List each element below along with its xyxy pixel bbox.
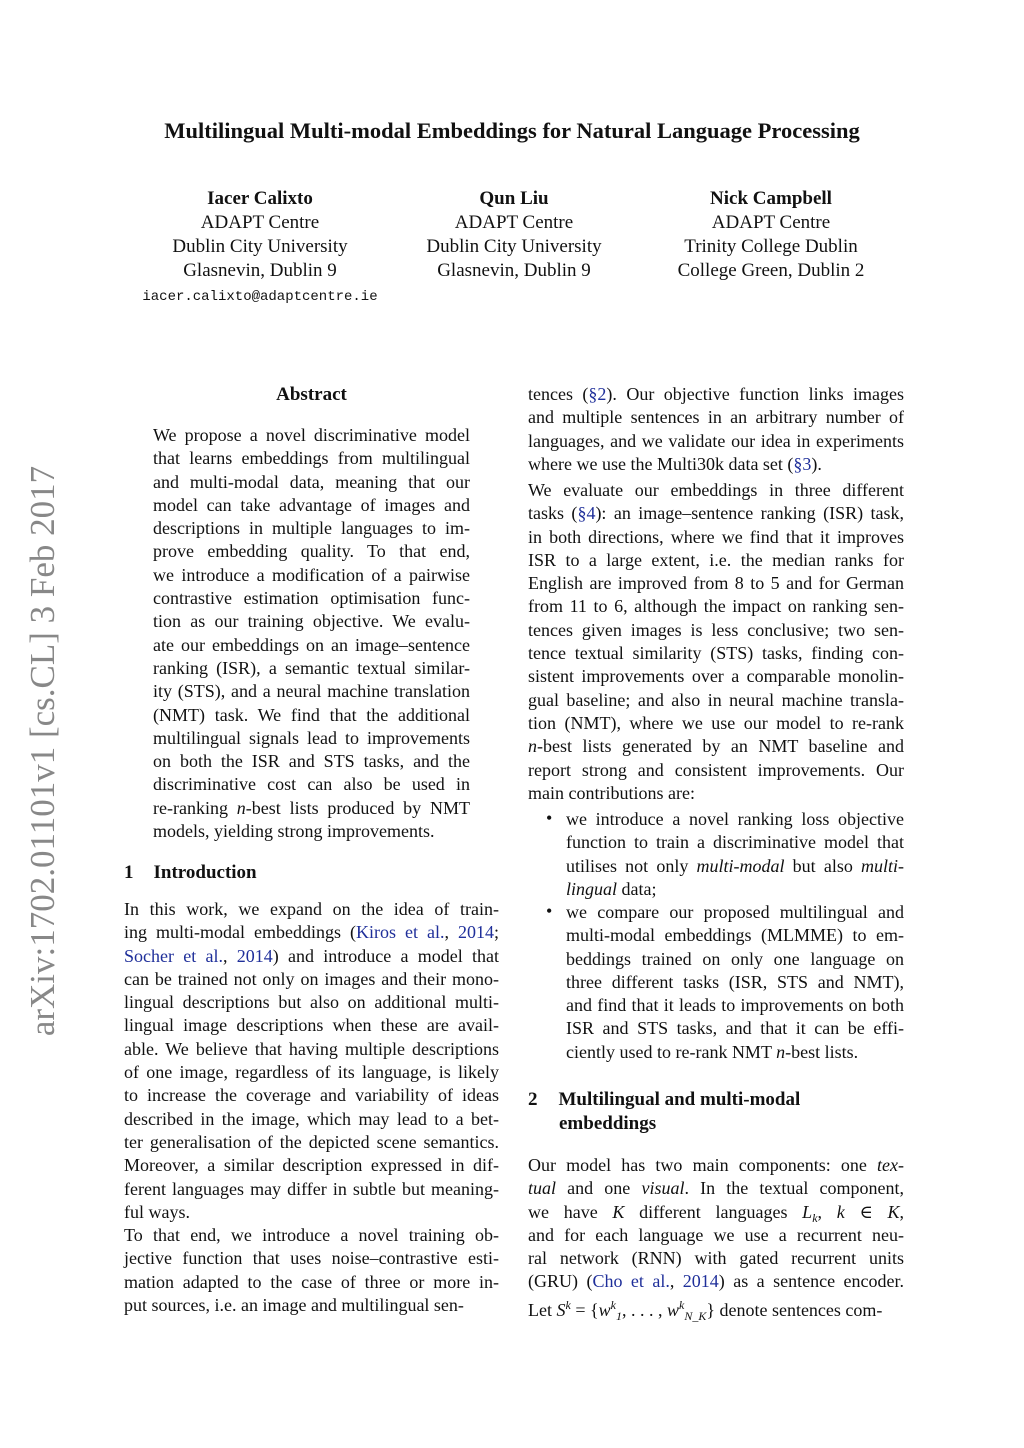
emphasis-text: n (528, 736, 537, 757)
text-line: to increase the coverage and variability of ideas (124, 1085, 499, 1106)
author-affiliation: Glasnevin, Dublin 9 (437, 260, 591, 281)
author-affiliation: ADAPT Centre (711, 212, 831, 233)
text-line: beddings trained on only one language on (566, 948, 904, 969)
text-segment: ; (494, 922, 500, 943)
text-segment: } denote sentences com- (706, 1299, 883, 1320)
text-line: ful ways. (124, 1201, 190, 1222)
text-line: tion (NMT), where we use our model to re-rank (528, 712, 904, 733)
text-line: tences given images is less conclusive; two sen- (528, 619, 904, 640)
author-name: Qun Liu (479, 188, 549, 209)
emphasis-text: S (556, 1299, 566, 1320)
citation-link[interactable]: Socher et al. (124, 945, 223, 966)
text-line: of one image, regardless of its language, is likely (124, 1062, 499, 1083)
text-segment: -best lists. (785, 1041, 859, 1062)
text-segment: (GRU) ( (528, 1271, 593, 1292)
text-line: function to train a discriminative model that (566, 832, 904, 853)
author-2 (364, 187, 664, 283)
author-affiliation: Trinity College Dublin (684, 236, 858, 257)
section-2-heading (528, 1088, 800, 1136)
text-segment: . In the textual component, (684, 1178, 904, 1199)
text-line: put sources, i.e. an image and multilingual sen- (124, 1294, 464, 1315)
text-line: able. We believe that having multiple descriptions (124, 1038, 499, 1059)
text-line: jective function that uses noise–contrastive esti- (124, 1248, 499, 1269)
intro-paragraph-1 (124, 898, 499, 1224)
text-segment: , (669, 1271, 683, 1292)
text-segment: tasks ( (528, 503, 578, 524)
section-title: Multilingual and multi-modal (558, 1089, 801, 1110)
text-segment: utilises not only (566, 855, 697, 876)
text-line (528, 502, 904, 525)
emphasis-text: w (598, 1299, 611, 1320)
text-line: model can take advantage of images and (153, 494, 470, 515)
text-line: English are improved from 8 to 5 and for German (528, 573, 904, 594)
emphasis-text: tex- (877, 1155, 904, 1175)
text-line (153, 797, 470, 820)
author-affiliation: College Green, Dublin 2 (677, 260, 865, 281)
text-line: tence textual similarity (STS) tasks, finding con- (528, 643, 904, 664)
text-line: sistent improvements over a comparable monolin- (528, 666, 904, 687)
text-segment: , (817, 1201, 837, 1222)
text-line: ral network (RNN) with gated recurrent units (528, 1248, 904, 1269)
text-segment: -best lists generated by an NMT baseline and (537, 736, 904, 757)
text-line: ferent languages may differ in subtle but meaning- (124, 1178, 499, 1199)
text-segment: where we use the Multi30k data set ( (528, 453, 794, 474)
text-line: main contributions are: (528, 782, 695, 803)
bullet-icon: • (546, 808, 553, 828)
text-line: tion as our training objective. We evalu- (153, 611, 470, 632)
text-line: lingual descriptions but also on additional multi- (124, 992, 499, 1013)
emphasis-text: L (802, 1201, 813, 1222)
section-title: Introduction (153, 862, 257, 883)
text-segment: ciently used to re-rank NMT (566, 1041, 777, 1062)
bullet-icon: • (546, 901, 553, 921)
citation-link[interactable]: 2014 (458, 922, 494, 943)
author-affiliation: Dublin City University (426, 236, 602, 257)
emphasis-text: visual (641, 1178, 685, 1199)
emphasis-text: w (666, 1299, 679, 1320)
text-segment: ). Our objective function links images (606, 384, 905, 404)
text-segment: ∈ (844, 1201, 888, 1222)
math-subscript: N_K (684, 1308, 707, 1323)
text-line: prove embedding quality. To that end, (153, 541, 470, 562)
contribution-1 (566, 808, 904, 901)
text-line (528, 453, 904, 476)
text-line: ter generalisation of the depicted scene semantics. (124, 1131, 499, 1152)
section-number: 1 (124, 862, 134, 883)
text-line (566, 1041, 904, 1064)
text-line (528, 1270, 904, 1293)
citation-link[interactable]: §4 (577, 503, 596, 524)
text-line: three different tasks (ISR, STS and NMT), (566, 971, 904, 992)
text-segment: , . . . , (621, 1299, 667, 1320)
text-line (528, 383, 904, 406)
text-segment: tences ( (528, 384, 589, 404)
text-line: multilingual signals lead to improvements (153, 727, 470, 748)
section-number: 2 (528, 1089, 538, 1110)
text-segment: re-ranking (153, 797, 237, 818)
text-line (528, 735, 904, 758)
emphasis-text: tual (528, 1178, 557, 1199)
right-paragraph-1 (528, 383, 904, 476)
text-line: described in the image, which may lead to a bet- (124, 1108, 499, 1129)
author-affiliation: ADAPT Centre (200, 212, 320, 233)
text-segment: ) as a sentence encoder. (718, 1271, 904, 1292)
text-line: ISR to a large extent, i.e. the median ranks for (528, 549, 904, 570)
text-line: mation adapted to the case of three or more in- (124, 1271, 499, 1292)
text-segment: Let (528, 1299, 557, 1320)
author-name: Nick Campbell (710, 188, 832, 209)
text-line: We evaluate our embeddings in three different (528, 480, 904, 500)
text-line: To that end, we introduce a novel training ob- (124, 1225, 499, 1245)
text-segment: ing multi-modal embeddings ( (124, 922, 356, 943)
author-affiliation: ADAPT Centre (454, 212, 574, 233)
text-line: and multi-modal data, meaning that our (153, 471, 470, 492)
text-line: we compare our proposed multilingual and (566, 902, 904, 922)
math-subscript: 1 (615, 1308, 622, 1323)
text-line: discriminative cost can also be used in (153, 774, 470, 795)
text-segment: and one (556, 1178, 642, 1199)
math-superscript: k (610, 1297, 616, 1312)
citation-link[interactable]: Cho et al. (592, 1271, 670, 1292)
text-line: gual baseline; and also in neural machine transla- (528, 689, 904, 710)
math-superscript: k (678, 1297, 685, 1312)
text-line (528, 1294, 904, 1323)
emphasis-text: lingual (566, 878, 618, 899)
text-segment: -best lists produced by NMT (245, 797, 470, 818)
section-title: embeddings (559, 1113, 657, 1134)
arxiv-stamp: arXiv:1702.01101v1 [cs.CL] 3 Feb 2017 (23, 465, 62, 1037)
text-segment: Our model has two main components: one (528, 1155, 878, 1175)
text-line: models, yielding strong improvements. (153, 821, 435, 842)
text-segment: , (444, 922, 458, 943)
text-line: we introduce a modification of a pairwise (153, 564, 470, 585)
paper-title: Multilingual Multi-modal Embeddings for Natural Language Processing (164, 118, 860, 143)
math-subscript: k (812, 1210, 818, 1225)
text-line: on both the ISR and STS tasks, and the (153, 751, 470, 772)
emphasis-text: multi-modal (696, 855, 785, 876)
math-superscript: k (565, 1297, 571, 1312)
text-line: languages, and we validate our idea in experiments (528, 430, 904, 451)
section-1-heading (124, 861, 257, 885)
text-line: we introduce a novel ranking loss objective (566, 809, 904, 829)
text-segment: we have (528, 1201, 613, 1222)
text-segment: but also (784, 855, 861, 876)
citation-link[interactable]: 2014 (236, 945, 273, 966)
citation-link[interactable]: 2014 (682, 1271, 719, 1292)
text-line (124, 945, 499, 968)
text-line: contrastive estimation optimisation func- (153, 588, 470, 609)
author-email[interactable]: iacer.calixto@adaptcentre.ie (142, 289, 378, 305)
text-line: (NMT) task. We find that the additional (153, 704, 470, 725)
text-line (528, 1201, 904, 1224)
text-line (528, 1154, 904, 1177)
text-segment: ). (811, 453, 822, 474)
emphasis-text: n (236, 797, 246, 818)
text-line: ISR and STS tasks, and that it can be effi- (566, 1018, 904, 1039)
text-line: lingual image descriptions when these are avail- (124, 1015, 499, 1036)
abstract-text (153, 424, 470, 843)
emphasis-text: K (887, 1201, 900, 1222)
emphasis-text: K (612, 1201, 625, 1222)
emphasis-text: n (776, 1041, 786, 1062)
text-line: Moreover, a similar description expressed in dif- (124, 1155, 499, 1176)
emphasis-text: multi- (861, 855, 904, 876)
text-segment: , (899, 1201, 904, 1222)
text-segment: ) and introduce a model that (272, 945, 500, 966)
text-line: that learns embeddings from multilingual (153, 448, 470, 469)
author-3 (621, 187, 921, 283)
right-paragraph-2 (528, 479, 904, 805)
text-line: and find that it leads to improvements on both (566, 995, 904, 1016)
text-line (124, 921, 499, 944)
author-affiliation: Glasnevin, Dublin 9 (183, 260, 337, 281)
text-line: report strong and consistent improvements. Our (528, 759, 904, 780)
text-line: We propose a novel discriminative model (153, 425, 470, 445)
citation-link[interactable]: Kiros et al. (355, 922, 445, 943)
author-name: Iacer Calixto (207, 188, 313, 209)
text-line (566, 878, 904, 901)
contribution-2 (566, 901, 904, 1064)
author-affiliation: Dublin City University (172, 236, 348, 257)
text-line (528, 1177, 904, 1200)
text-line: ranking (ISR), a semantic textual similar- (153, 657, 470, 678)
text-line: and multiple sentences in an arbitrary number of (528, 407, 904, 428)
text-segment: different languages (624, 1201, 803, 1222)
text-line (566, 855, 904, 878)
text-segment: data; (617, 878, 657, 899)
text-segment: ): an image–sentence ranking (ISR) task, (595, 503, 905, 524)
text-line: In this work, we expand on the idea of train- (124, 899, 499, 919)
citation-link[interactable]: §2 (588, 384, 607, 404)
abstract-heading: Abstract (276, 384, 347, 405)
text-line: multi-modal embeddings (MLMME) to em- (566, 925, 904, 946)
text-line: can be trained not only on images and their mono- (124, 968, 499, 989)
text-segment: , (223, 945, 237, 966)
text-line: ity (STS), and a neural machine translation (153, 681, 470, 702)
emphasis-text: k (836, 1201, 845, 1222)
text-line: and for each language we use a recurrent neu- (528, 1224, 904, 1245)
text-line: ate our embeddings on an image–sentence (153, 634, 470, 655)
text-line: in both directions, where we find that it improves (528, 526, 904, 547)
intro-paragraph-2 (124, 1224, 499, 1317)
text-segment: = { (570, 1299, 599, 1320)
citation-link[interactable]: §3 (793, 453, 812, 474)
text-line: from 11 to 6, although the impact on ranking sen- (528, 596, 904, 617)
text-line: descriptions in multiple languages to im- (153, 518, 470, 539)
right-paragraph-3 (528, 1154, 904, 1323)
